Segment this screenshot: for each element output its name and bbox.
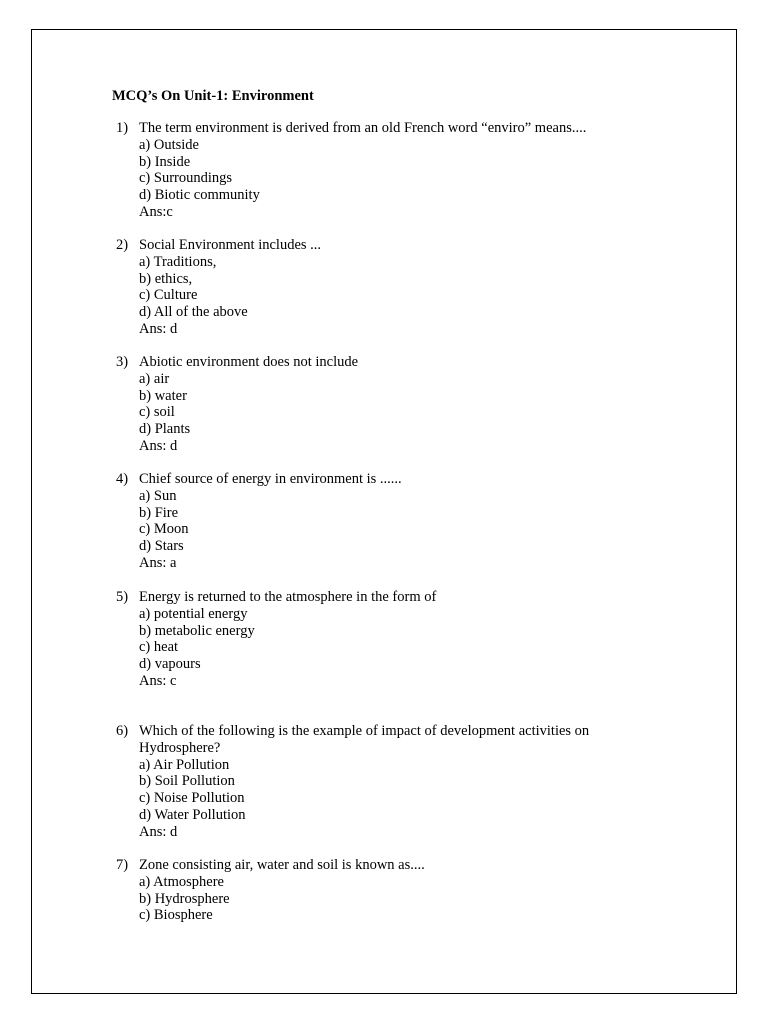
answer-option: b) Fire	[139, 504, 179, 521]
question-text: Chief source of energy in environment is ......	[139, 471, 402, 487]
answer-option: a) air	[139, 370, 170, 387]
question-body	[139, 120, 639, 221]
answer-option: b) metabolic energy	[139, 622, 255, 639]
answer-option: d) Stars	[139, 538, 184, 555]
answer-key: Ans: c	[139, 672, 177, 689]
answer-option: d) All of the above	[139, 304, 248, 321]
answer-option: a) potential energy	[139, 605, 248, 622]
question-number: 7)	[116, 857, 129, 873]
answer-option: b) Hydrosphere	[139, 890, 230, 907]
answer-option: d) Water Pollution	[139, 806, 246, 823]
question-body	[139, 237, 639, 338]
answer-key: Ans: d	[139, 437, 178, 454]
answer-option: b) water	[139, 387, 187, 404]
question-number: 1)	[116, 120, 129, 136]
question-text: The term environment is derived from an old French word “enviro” means....	[139, 120, 587, 136]
answer-option: a) Atmosphere	[139, 873, 224, 890]
document-title: MCQ’s On Unit-1: Environment	[112, 88, 314, 104]
question-body	[139, 857, 639, 924]
answer-option: a) Air Pollution	[139, 756, 230, 773]
answer-option: c) Moon	[139, 521, 189, 538]
question-text: Zone consisting air, water and soil is known as....	[139, 857, 425, 873]
question-body	[139, 723, 639, 841]
question-number: 5)	[116, 589, 129, 605]
question-number: 3)	[116, 354, 129, 370]
answer-option: c) Biosphere	[139, 907, 213, 924]
answer-option: a) Sun	[139, 487, 177, 504]
question-text: Energy is returned to the atmosphere in the form of	[139, 589, 437, 605]
answer-option: b) ethics,	[139, 270, 193, 287]
answer-key: Ans:c	[139, 203, 173, 220]
answer-option: d) Plants	[139, 421, 191, 438]
question-body	[139, 589, 639, 690]
question-number: 6)	[116, 723, 129, 739]
question-text: Which of the following is the example of impact of development activities on	[139, 723, 590, 739]
question-number: 2)	[116, 237, 129, 253]
answer-option: c) soil	[139, 404, 175, 421]
question-body	[139, 354, 639, 455]
question-text: Abiotic environment does not include	[139, 354, 359, 370]
question-text: Hydrosphere?	[139, 739, 221, 756]
answer-option: b) Inside	[139, 153, 191, 170]
answer-option: a) Traditions,	[139, 253, 217, 270]
answer-option: c) heat	[139, 639, 179, 656]
answer-key: Ans: d	[139, 320, 178, 337]
answer-key: Ans: d	[139, 823, 178, 840]
answer-option: b) Soil Pollution	[139, 773, 235, 790]
answer-option: c) Noise Pollution	[139, 790, 245, 807]
answer-option: d) vapours	[139, 656, 201, 673]
question-number: 4)	[116, 471, 129, 487]
question-body	[139, 471, 639, 572]
answer-option: a) Outside	[139, 136, 199, 153]
answer-key: Ans: a	[139, 554, 177, 571]
question-text: Social Environment includes ...	[139, 237, 322, 253]
answer-option: c) Surroundings	[139, 170, 233, 187]
answer-option: c) Culture	[139, 287, 198, 304]
answer-option: d) Biotic community	[139, 187, 260, 204]
